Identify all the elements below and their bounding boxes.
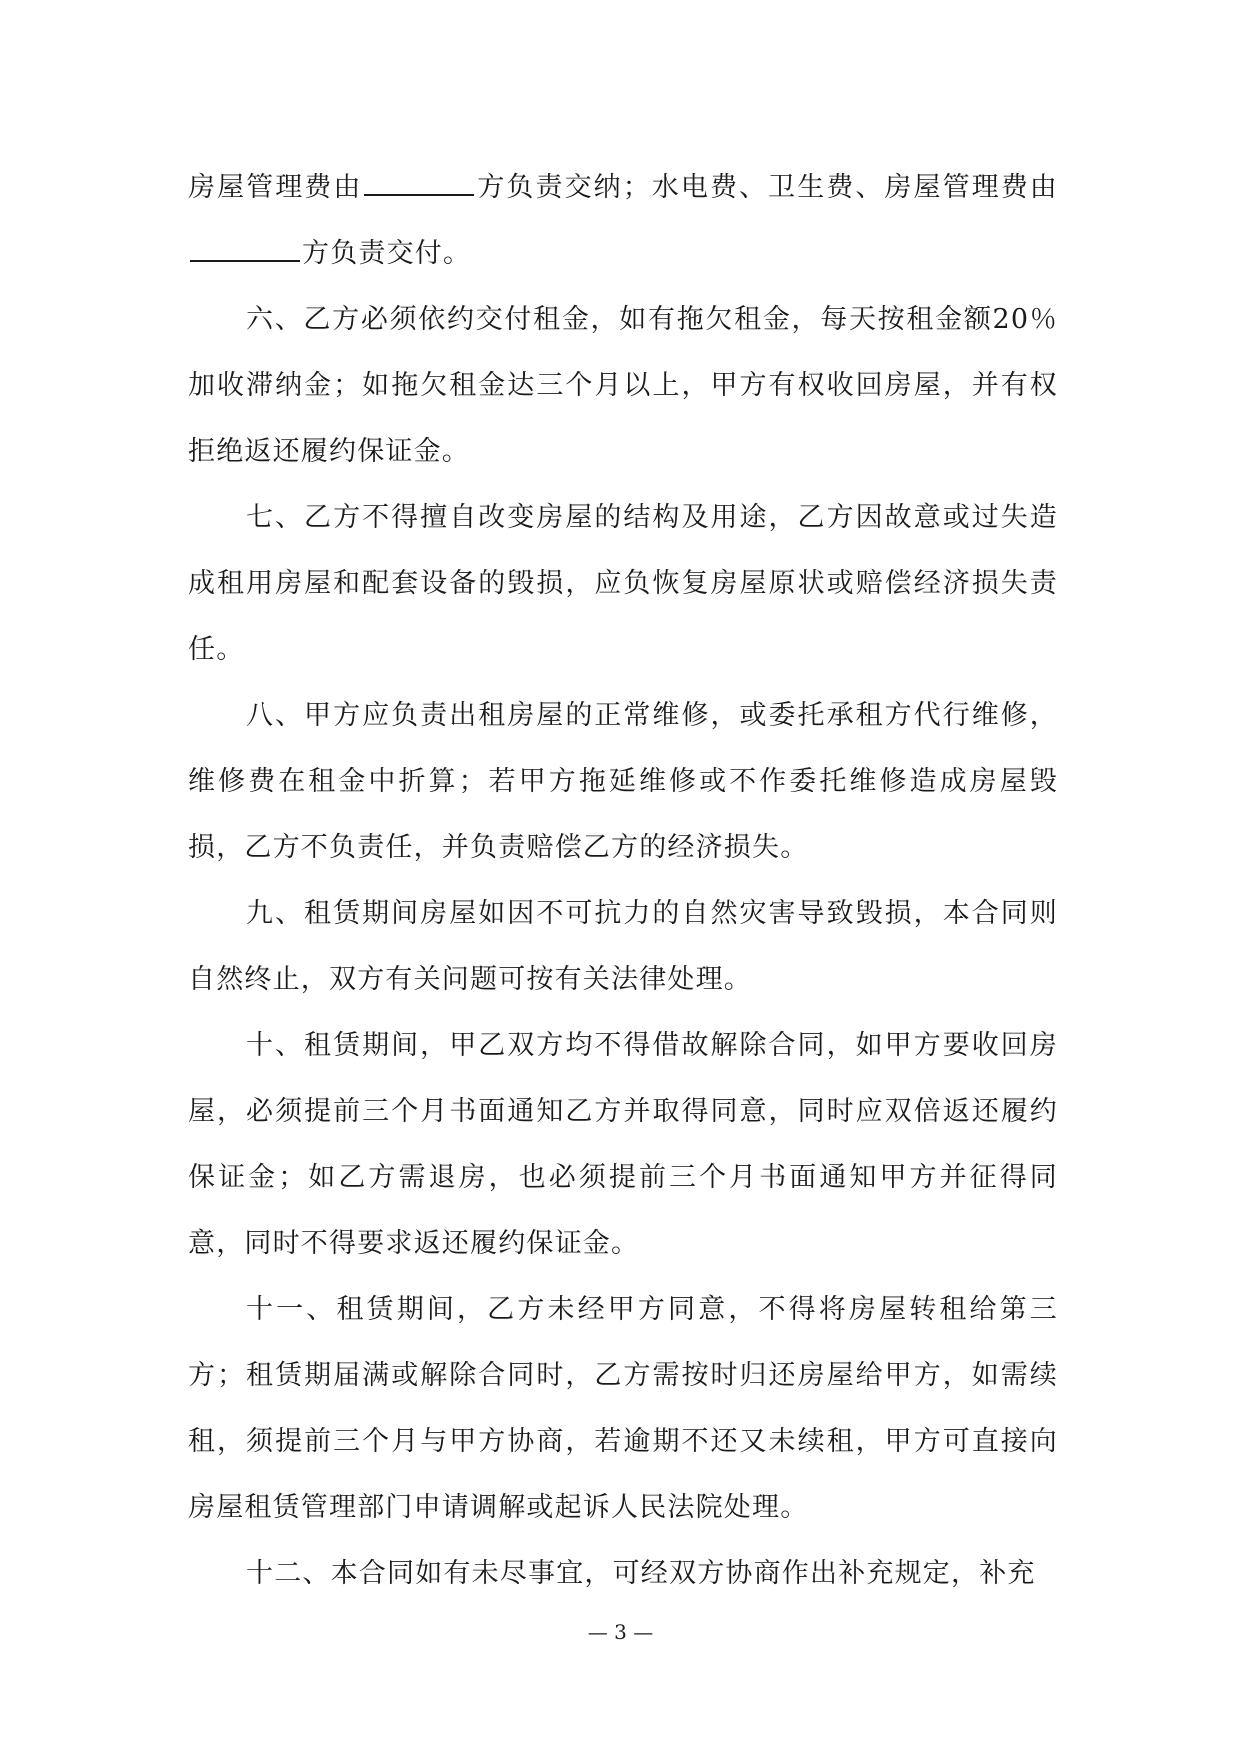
blank-line-1: [364, 172, 474, 196]
clause-11: 十一、租赁期间，乙方未经甲方同意，不得将房屋转租给第三方；租赁期届满或解除合同时，乙方需按时归还房屋给甲方，如需续租，须提前三个月与甲方协商，若逾期不还又未续租，甲方可直接向房屋租赁管理部门申请调解或起诉人民法院处理。: [188, 1294, 1058, 1523]
clause-12: 十二、本合同如有未尽事宜，可经双方协商作出补充规定，补充: [246, 1558, 1036, 1589]
intro-text-3: 方负责交付。: [302, 238, 472, 269]
intro-paragraph: [188, 155, 1058, 287]
clause-7: 七、乙方不得擅自改变房屋的结构及用途，乙方因故意或过失造成租用房屋和配套设备的毁损，应负恢复房屋原状或赔偿经济损失责任。: [188, 502, 1058, 665]
clause-10: 十、租赁期间，甲乙双方均不得借故解除合同，如甲方要收回房屋，必须提前三个月书面通知乙方并取得同意，同时应双倍返还履约保证金；如乙方需退房，也必须提前三个月书面通知甲方并征得同意，同时不得要求返还履约保证金。: [188, 1030, 1058, 1259]
page-number: — 3 —: [587, 1620, 654, 1644]
intro-text-1: 房屋管理费由: [188, 172, 363, 203]
blank-line-2: [190, 238, 300, 262]
intro-text-2: 方负责交纳；水电费、卫生费、房屋管理费由: [476, 172, 1059, 203]
clause-8: 八、甲方应负责出租房屋的正常维修，或委托承租方代行维修，维修费在租金中折算；若甲方拖延维修或不作委托维修造成房屋毁损，乙方不负责任，并负责赔偿乙方的经济损失。: [188, 700, 1058, 863]
clause-9: 九、租赁期间房屋如因不可抗力的自然灾害导致毁损，本合同则自然终止，双方有关问题可按有关法律处理。: [188, 898, 1058, 995]
document-body: [188, 155, 1058, 1607]
clause-6: 六、乙方必须依约交付租金，如有拖欠租金，每天按租金额20％加收滞纳金；如拖欠租金达三个月以上，甲方有权收回房屋，并有权拒绝返还履约保证金。: [188, 304, 1058, 467]
